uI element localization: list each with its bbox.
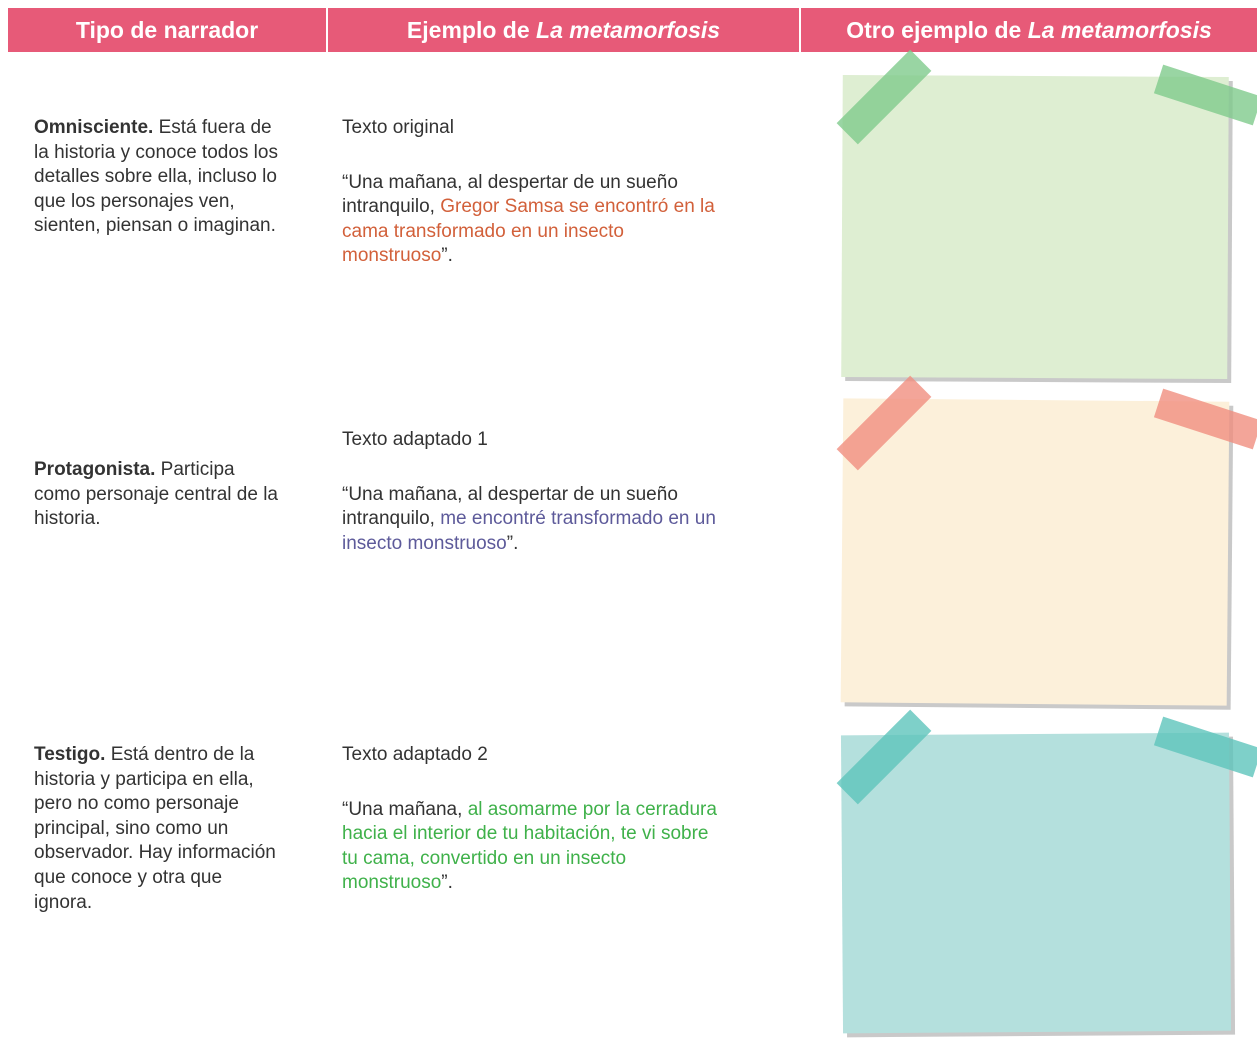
quote-highlight: Gregor Samsa se encontró en la cama transformado en un insecto monstruoso bbox=[342, 196, 715, 267]
quote-close: ”. bbox=[506, 532, 519, 554]
narrator-type-name: Omnisciente. bbox=[34, 117, 154, 138]
example-testigo bbox=[342, 743, 722, 896]
example-omnisciente bbox=[342, 116, 722, 269]
example-protagonista bbox=[342, 428, 722, 556]
header-tipo-de-narrador bbox=[8, 8, 326, 52]
quote-highlight: me encontré transformado en un insecto monstruoso bbox=[342, 508, 716, 554]
narrator-type-description: Participa como personaje central de la historia. bbox=[34, 459, 278, 530]
example-label: Texto adaptado 2 bbox=[342, 744, 488, 765]
sticky-note-yellow[interactable] bbox=[841, 398, 1230, 705]
header-tipo-label: Tipo de narrador bbox=[75, 16, 259, 43]
quote-close: ”. bbox=[441, 245, 453, 267]
narrator-type-name: Protagonista. bbox=[34, 459, 156, 480]
header-otro-ejemplo bbox=[799, 8, 1257, 52]
example-label: Texto adaptado 1 bbox=[342, 429, 488, 450]
quote-text: “Una mañana, al despertar de un sueño intranquilo, bbox=[342, 483, 678, 530]
quote-text: “Una mañana, al despertar de un sueño intranquilo, bbox=[342, 171, 678, 218]
quote-close: ”. bbox=[441, 872, 453, 894]
example-quote bbox=[342, 483, 722, 557]
narrator-type-protagonista bbox=[34, 458, 284, 532]
example-quote bbox=[342, 798, 722, 896]
header-ejemplo-title: La metamorfosis bbox=[536, 16, 721, 43]
quote-text: “Una mañana, bbox=[342, 798, 468, 820]
header-otro-title: La metamorfosis bbox=[1027, 16, 1212, 43]
quote-highlight: al asomarme por la cerradura hacia el interior de tu habitación, te vi sobre tu cama, convertido en un insecto monstruoso bbox=[342, 798, 717, 894]
table-header bbox=[8, 8, 1257, 52]
header-otro-prefix: Otro ejemplo de bbox=[846, 16, 1028, 43]
narrator-type-description: Está dentro de la historia y participa en ella, pero no como personaje principal, sino como un observador. Hay información que conoce y otra que ignora. bbox=[34, 744, 276, 913]
example-label: Texto original bbox=[342, 117, 454, 138]
sticky-note-green[interactable] bbox=[841, 75, 1229, 379]
narrator-type-name: Testigo. bbox=[34, 744, 106, 765]
header-ejemplo bbox=[326, 8, 799, 52]
narrator-type-testigo bbox=[34, 743, 284, 915]
header-ejemplo-prefix: Ejemplo de bbox=[406, 16, 537, 43]
example-quote bbox=[342, 171, 722, 269]
narrator-type-description: Está fuera de la historia y conoce todos los detalles sobre ella, incluso lo que los personajes ven, sienten, piensan o imaginan. bbox=[34, 117, 278, 237]
narrator-type-omnisciente bbox=[34, 116, 284, 239]
sticky-note-teal[interactable] bbox=[841, 733, 1231, 1034]
